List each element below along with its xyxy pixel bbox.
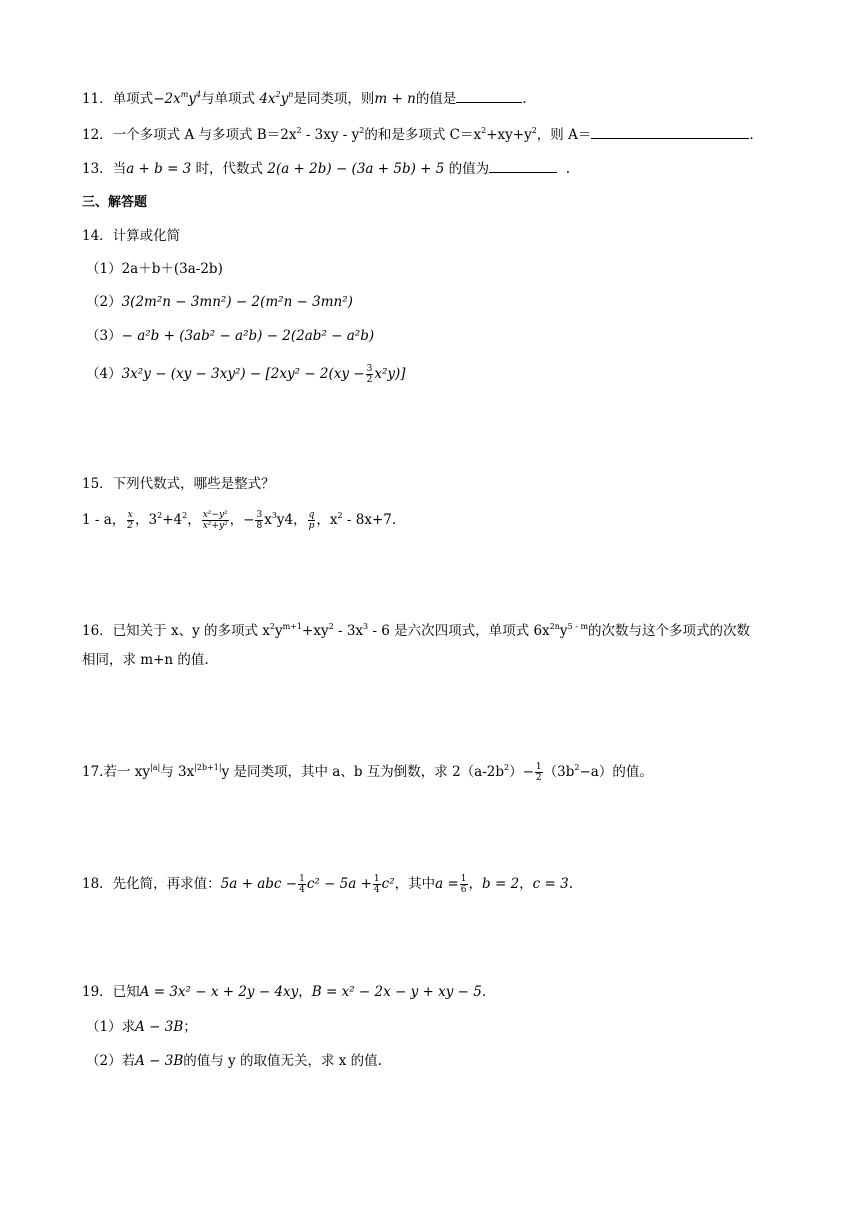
q14-part-1: （1）2a＋b＋(3a-2b) — [86, 261, 223, 277]
section-heading: 三、解答题 — [82, 195, 148, 210]
question-16: 16．已知关于 x、y 的多项式 $x^2y^{m+1}+xy^2 - 3x^3 - 6$ 是六次四项式，单项式 $6x^{2n}y^{5 - m}$的次数与这个多项式的次数 — [82, 622, 751, 639]
question-18: 18．先化简，再求值：5a + abc − $\frac{1}{4}$ c² − 5a + $\frac{1}{4}$ c²，其中a = $\frac{1}{6}$ ，b = 2，c = 3. — [82, 874, 573, 895]
fraction: $\frac{3}{2}$ — [366, 364, 373, 385]
q15-expressions: 1 - a， $\frac{x}{2}$ ，$3^2+4^2$， $\frac{\text{x²−y²}}{\text{x²+y²}}$ ，− $\frac{3}{8}$ $x^3y4$， $\frac{q}{p}$ ，$x^2 - 8x+7$. — [82, 510, 397, 531]
question-19: 19．已知A = 3x² − x + 2y − 4xy，B = x² − 2x − y + xy − 5. — [82, 984, 487, 1000]
answer-blank[interactable] — [591, 124, 749, 139]
answer-blank[interactable] — [489, 158, 557, 173]
q11-number: 11． — [82, 91, 113, 107]
q19-part-1: （1）求A − 3B； — [86, 1019, 197, 1035]
answer-blank[interactable] — [456, 88, 522, 103]
question-14-title: 14．计算或化简 — [82, 228, 181, 244]
question-17: 17.若一 $xy^{|a|}$与 $3x^{|2b+1|}y$ 是同类项，其中 a、b 互为倒数，求 $2(a-2b^2)-$ $\frac{1}{2}$ $(3b^2-a)$的值。 — [82, 762, 653, 783]
question-12: 12．一个多项式 A 与多项式 $B=2x^2 - 3xy - y^2$的和是多项式 $C=x^2+xy+y^2$，则 A＝ . — [82, 126, 754, 143]
question-11: 11．单项式$-2x^my^4$与单项式 $4x^2y^n$是同类项，则m + n的值是 . — [82, 90, 527, 107]
q11-monomial-1: $-2x^my^4$ — [153, 90, 202, 107]
q19-part-2: （2）若A − 3B的值与 y 的取值无关，求 x 的值. — [86, 1053, 382, 1069]
q14-part-4: （4）3x²y − (xy − 3xy²) − [2xy² − 2(xy − $\frac{3}{2}$ x²y)] — [86, 364, 406, 385]
q11-monomial-2: $4x^2y^n$ — [259, 90, 294, 107]
question-15-title: 15．下列代数式，哪些是整式？ — [82, 476, 275, 492]
q14-part-2: （2）3(2m²n − 3mn²) − 2(m²n − 3mn²) — [86, 294, 353, 310]
question-13: 13．当a + b = 3 时，代数式 2(a + 2b) − (3a + 5b) + 5 的值为 . — [82, 158, 570, 179]
q14-part-3: （3）− a²b + (3ab² − a²b) − 2(2ab² − a²b) — [86, 328, 375, 344]
question-16-line-2: 相同，求 m+n 的值. — [82, 652, 209, 668]
